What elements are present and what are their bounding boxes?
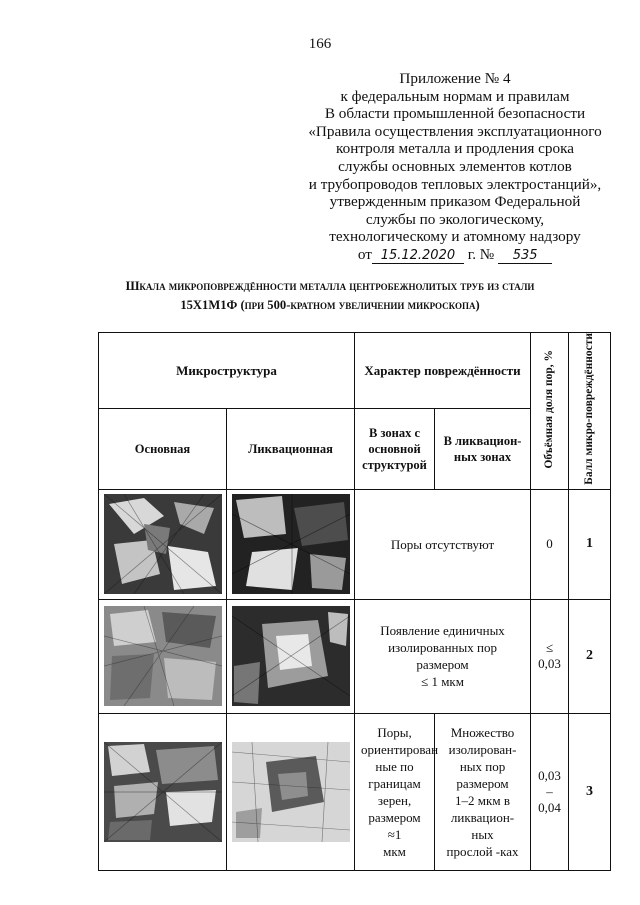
row3-main-zone-line: ные по bbox=[375, 758, 414, 774]
header-microstructure: Микроструктура bbox=[99, 333, 355, 409]
row2-score: 2 bbox=[569, 599, 611, 713]
micrograph-main-cell bbox=[99, 713, 227, 870]
header-damage-score bbox=[569, 333, 611, 490]
micrograph-main-cell bbox=[99, 489, 227, 599]
header-damage-score-text: Балл микро-повреждённости bbox=[583, 333, 596, 485]
micrograph-liquation-cell bbox=[227, 713, 355, 870]
appendix-line: технологическому и атомному надзору bbox=[329, 228, 581, 246]
row3-liquation-zone-line: размером bbox=[456, 775, 509, 791]
row2-description-line: Появление единичных bbox=[380, 623, 505, 639]
title-line: Шкала микроповреждённости металла центробежнолитых труб из стали bbox=[125, 279, 535, 293]
row3-liquation-zone-line: 1–2 мкм в bbox=[455, 792, 510, 808]
header-liquation: Ликвационная bbox=[227, 409, 355, 490]
row2-description-line: ≤ 1 мкм bbox=[421, 674, 464, 690]
handwritten-date: 15.12.2020 bbox=[372, 249, 464, 264]
row3-main-zone-line: размером ≈1 bbox=[368, 809, 421, 842]
row2-pore-fraction-line: 0,03 bbox=[538, 656, 561, 672]
row3-pore-fraction-line: 0,03 bbox=[538, 767, 561, 783]
appendix-line: утвержденным приказом Федеральной bbox=[329, 193, 581, 211]
micrograph-image bbox=[232, 606, 350, 706]
row3-liquation-zone-line: изолирован- bbox=[448, 741, 517, 757]
row3-pore-fraction-line: 0,04 bbox=[538, 799, 561, 815]
micrograph-liquation-cell bbox=[227, 489, 355, 599]
row3-main-zone-line: границам bbox=[368, 775, 421, 791]
row3-score: 3 bbox=[569, 713, 611, 870]
page-number: 166 bbox=[308, 36, 332, 52]
title-line: 15Х1М1Ф (при 500-кратном увеличении микроскопа) bbox=[180, 298, 480, 312]
row3-main-zone-line: ориентирован bbox=[361, 741, 439, 757]
row1-description: Поры отсутствуют bbox=[355, 489, 531, 599]
from-label: от bbox=[357, 245, 372, 263]
year-number-label: г. № bbox=[467, 245, 495, 263]
row1-score: 1 bbox=[569, 489, 611, 599]
appendix-line: и трубопроводов тепловых электростанций», bbox=[308, 175, 602, 193]
row1-pore-fraction: 0 bbox=[531, 489, 569, 599]
document-title bbox=[90, 277, 570, 315]
appendix-line: Приложение № 4 bbox=[399, 70, 511, 87]
micrograph-main-cell bbox=[99, 599, 227, 713]
appendix-line: службы основных элементов котлов bbox=[338, 157, 572, 175]
row2-description bbox=[355, 599, 531, 713]
row3-main-zone-line: мкм bbox=[383, 843, 406, 859]
row3-liquation-zone-line: ликвацион-ных bbox=[450, 809, 515, 842]
micrograph-image bbox=[232, 494, 350, 594]
row3-pore-fraction bbox=[531, 713, 569, 870]
appendix-line: В области промышленной безопасности bbox=[324, 105, 586, 123]
row2-pore-fraction-line: ≤ bbox=[545, 640, 554, 656]
appendix-line: «Правила осуществления эксплуатационного bbox=[308, 122, 602, 140]
header-in-main-zones: В зонах с основной структурой bbox=[355, 409, 435, 490]
header-pore-volume bbox=[531, 333, 569, 490]
row3-liquation-zone bbox=[435, 713, 531, 870]
appendix-line: контроля металла и продления срока bbox=[336, 140, 574, 158]
header-main: Основная bbox=[99, 409, 227, 490]
row3-liquation-zone-line: прослой -ках bbox=[446, 843, 519, 859]
row3-main-zone-line: Поры, bbox=[377, 724, 412, 740]
appendix-header bbox=[270, 70, 640, 264]
micrograph-liquation-cell bbox=[227, 599, 355, 713]
row3-pore-fraction-line: – bbox=[546, 783, 553, 799]
micrograph-image bbox=[104, 494, 222, 594]
header-damage-character: Характер повреждённости bbox=[355, 333, 531, 409]
row3-liquation-zone-line: Множество bbox=[450, 724, 515, 740]
damage-scale-table bbox=[98, 332, 611, 871]
header-in-liquation-zones: В ликвацион-ных зонах bbox=[435, 409, 531, 490]
appendix-line: службы по экологическому, bbox=[365, 210, 545, 228]
handwritten-order-number: 535 bbox=[498, 249, 552, 264]
order-date-line bbox=[270, 246, 640, 264]
row2-description-line: изолированных пор bbox=[388, 640, 497, 656]
micrograph-image bbox=[104, 723, 222, 861]
row3-main-zone-line: зерен, bbox=[377, 792, 412, 808]
row2-description-line: размером bbox=[416, 657, 469, 673]
header-pore-volume-text: Объёмная доля пор, % bbox=[543, 349, 556, 469]
row3-main-zone bbox=[355, 713, 439, 870]
micrograph-image bbox=[104, 606, 222, 706]
appendix-line: к федеральным нормам и правилам bbox=[340, 87, 570, 105]
row3-liquation-zone-line: ных пор bbox=[459, 758, 506, 774]
row2-pore-fraction bbox=[531, 599, 569, 713]
micrograph-image bbox=[232, 723, 350, 861]
